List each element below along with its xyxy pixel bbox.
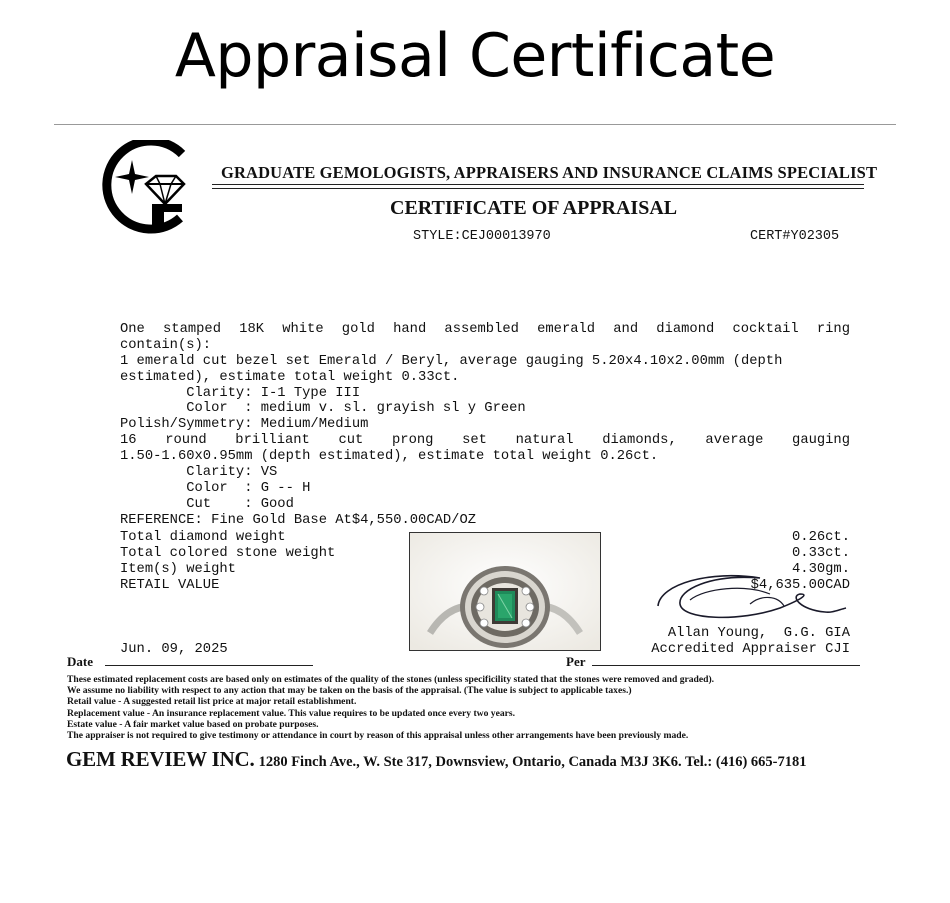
appraisal-date: Jun. 09, 2025 [120, 642, 228, 657]
company-footer [66, 747, 807, 772]
company-address: 1280 Finch Ave., W. Ste 317, Downsview, Ontario, Canada M3J 3K6. Tel.: (416) 665-7181 [258, 754, 807, 770]
certificate-title: CERTIFICATE OF APPRAISAL [390, 197, 678, 219]
style-code: STYLE:CEJ00013970 [413, 229, 551, 244]
item-description [120, 322, 850, 529]
description-line: REFERENCE: Fine Gold Base At$4,550.00CAD/OZ [120, 512, 477, 528]
page-heading: Appraisal Certificate [174, 21, 776, 91]
per-line [592, 665, 860, 666]
appraiser-name: Allan Young, G.G. GIA [667, 626, 850, 641]
heading-divider [54, 124, 896, 125]
description-line: 16 round brilliant cut prong set natural diamonds, average gauging [120, 433, 850, 449]
cert-number: CERT#Y02305 [750, 229, 840, 244]
description-line: estimated), estimate total weight 0.33ct. [120, 369, 460, 385]
company-name: GEM REVIEW INC. [66, 747, 255, 771]
summary-label: Item(s) weight [120, 561, 236, 577]
date-line [105, 665, 313, 666]
gem-logo-icon [94, 140, 190, 240]
description-line: One stamped 18K white gold hand assembled emerald and diamond cocktail ring [120, 322, 850, 337]
description-line: contain(s): [120, 337, 212, 353]
summary-value: 0.33ct. [792, 545, 850, 561]
summary-label: RETAIL VALUE [120, 577, 220, 593]
ring-photo [409, 532, 601, 651]
appraiser-block [600, 626, 850, 658]
disclaimer-line: Retail value - A suggested retail list price at major retail establishment. [67, 696, 357, 708]
summary-label: Total colored stone weight [120, 545, 336, 561]
disclaimer-line: Estate value - A fair market value based on probate purposes. [67, 718, 319, 730]
description-line: Color : G -- H [120, 480, 311, 496]
disclaimer-line: These estimated replacement costs are based only on estimates of the quality of the stones (unless specificility stated that the stones were removed and graded). [67, 674, 715, 685]
summary-value: 0.26ct. [792, 530, 850, 545]
description-line: Clarity: VS [120, 465, 278, 481]
disclaimer [67, 674, 714, 741]
summary-value: 4.30gm. [792, 561, 850, 577]
summary-labels [120, 530, 335, 594]
per-label: Per [566, 654, 586, 669]
disclaimer-line: We assume no liability with respect to any action that may be taken on the basis of the appraisal. (The value is subject to applicable taxes.) [67, 685, 632, 697]
appraiser-title: Accredited Appraiser CJI [651, 641, 850, 657]
org-rule-top [212, 184, 864, 185]
description-line: 1 emerald cut bezel set Emerald / Beryl, average gauging 5.20x4.10x2.00mm (depth [120, 353, 783, 369]
retail-value: $4,635.00CAD [750, 577, 850, 593]
disclaimer-line: The appraiser is not required to give testimony or attendance in court by reason of this appraisal unless other arrangements have been previously made. [67, 730, 689, 742]
summary-label: Total diamond weight [120, 530, 286, 545]
description-line: Polish/Symmetry: Medium/Medium [120, 417, 369, 433]
organization-name: GRADUATE GEMOLOGISTS, APPRAISERS AND INSURANCE CLAIMS SPECIALIST [221, 163, 878, 182]
date-label: Date [67, 654, 93, 669]
description-line: 1.50-1.60x0.95mm (depth estimated), estimate total weight 0.26ct. [120, 449, 659, 465]
ring-illustration [410, 533, 600, 650]
org-rule-bottom [212, 188, 864, 189]
description-line: Cut : Good [120, 496, 294, 512]
disclaimer-line: Replacement value - An insurance replacement value. This value requires to be updated once every two years. [67, 707, 516, 719]
description-line: Clarity: I-1 Type III [120, 385, 361, 401]
description-line: Color : medium v. sl. grayish sl y Green [120, 401, 526, 417]
appraiser-signature [650, 561, 850, 634]
